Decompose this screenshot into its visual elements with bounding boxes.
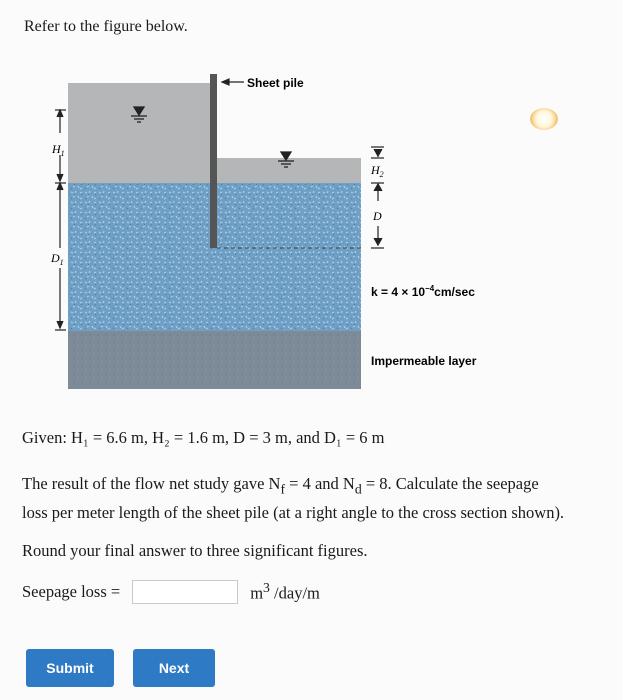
round-instruction: Round your final answer to three significant figures. <box>22 541 368 560</box>
given-line: Given: H₁ = 6.6 m, H₂ = 1.6 m, D = 3 m, and D₁ = 6 m <box>22 428 385 447</box>
camera-glare <box>530 108 558 130</box>
answer-unit: $m^3$ /day/m <box>250 580 320 603</box>
next-button[interactable]: Next <box>133 649 215 687</box>
upstream-water <box>68 83 212 183</box>
seepage-loss-input[interactable] <box>132 580 238 604</box>
question-text: The result of the flow net study gave $N_f = 4$ and $N_d = 8$. Calculate the seepage loss per meter length of the sheet pile (at a right angle to the cross section shown). <box>22 474 565 523</box>
downstream-water <box>217 158 361 183</box>
permeability-label: $k = 4 \times 10^{-4}cm/\sec$ <box>371 284 475 299</box>
h1-label: $H_1$ <box>52 142 65 158</box>
h2-label: $H_2$ <box>371 163 384 179</box>
sheet-pile <box>210 74 217 248</box>
answer-label: Seepage loss = <box>22 582 121 601</box>
answer-row <box>22 580 320 604</box>
intro-text: Refer to the figure below. <box>24 18 188 35</box>
submit-button[interactable]: Submit <box>26 649 114 687</box>
given-values: H₁ = 6.6 m, H₂ = 1.6 m, D = 3 m, and D₁ = 6 m <box>71 428 385 447</box>
impermeable-layer <box>68 331 361 389</box>
d1-label: $D_1$ <box>51 251 64 267</box>
sheet-pile-label: Sheet pile <box>247 76 304 90</box>
sheet-pile-figure <box>0 60 623 405</box>
d-label: D <box>373 209 382 223</box>
impermeable-label: Impermeable layer <box>371 354 477 368</box>
